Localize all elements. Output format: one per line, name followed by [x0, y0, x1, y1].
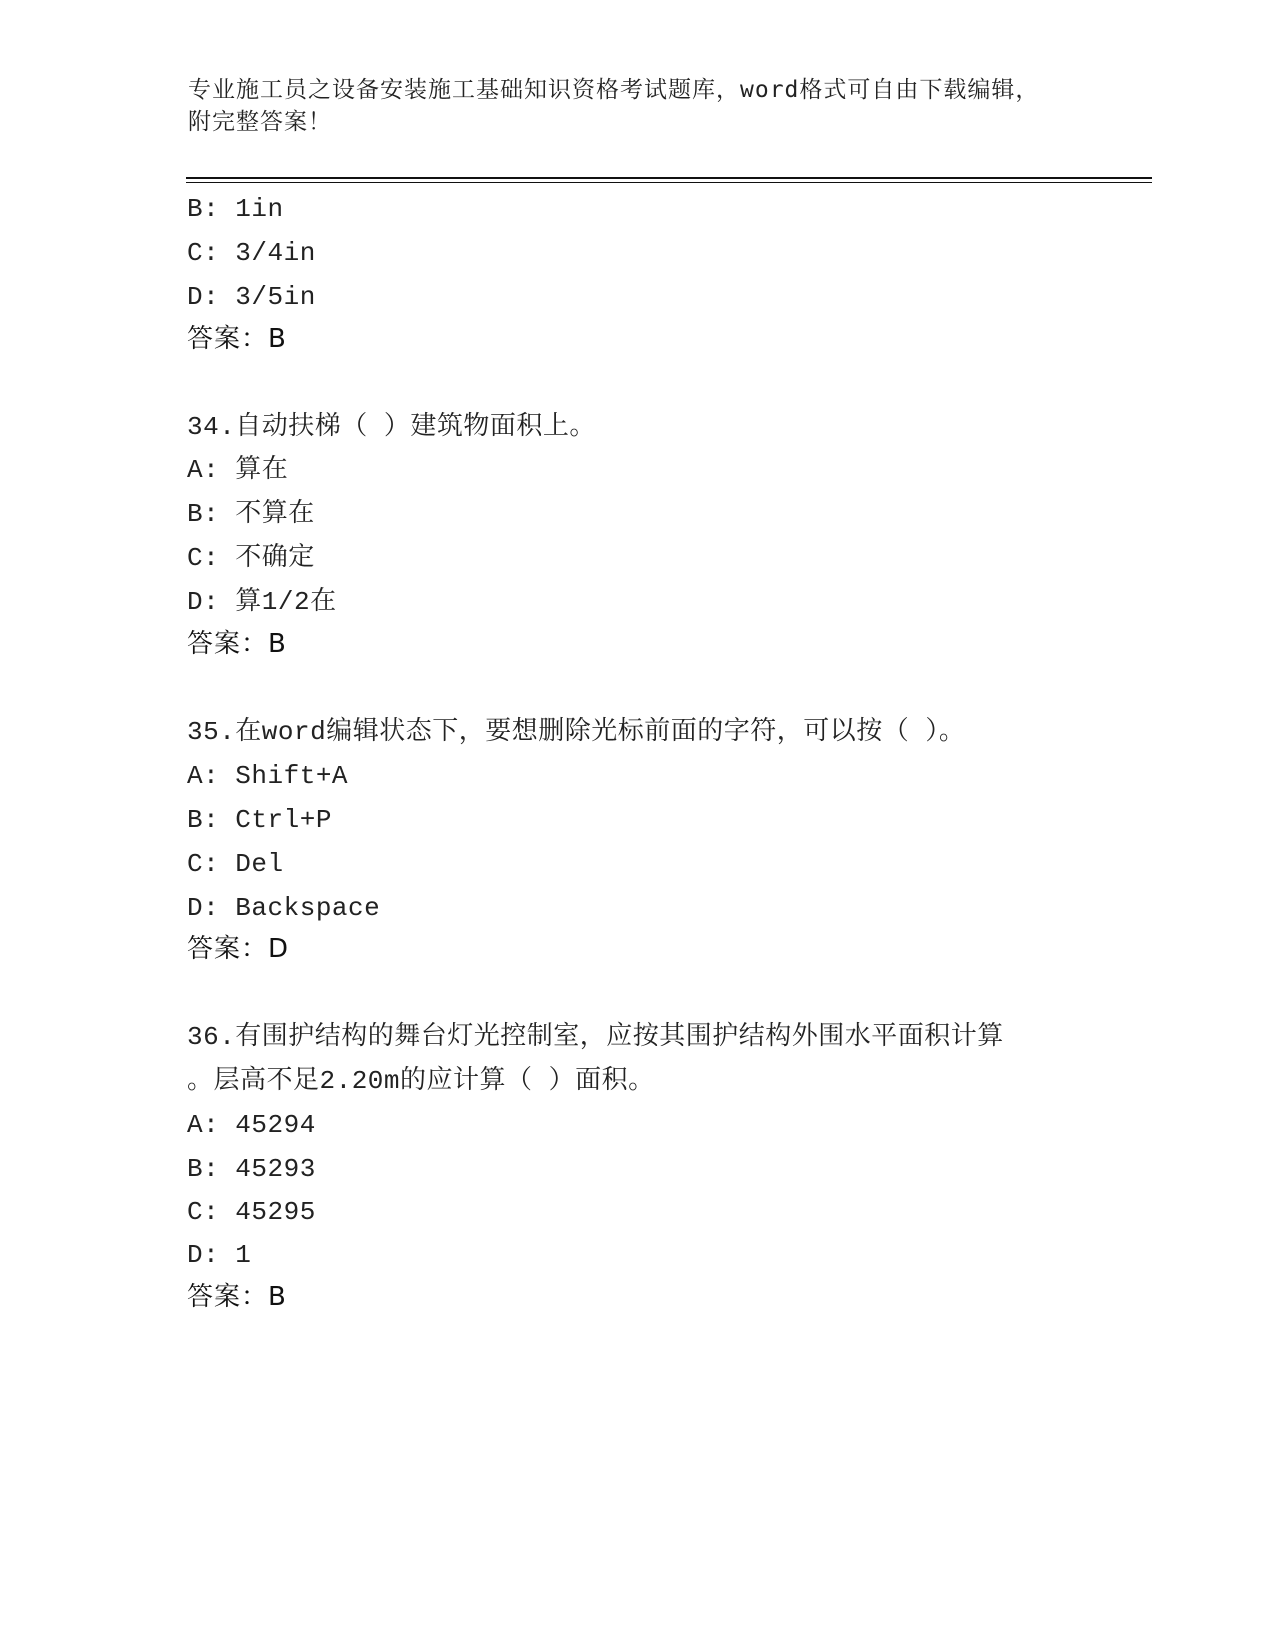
q34-option-a: A: 算在: [187, 455, 289, 485]
q35-answer: 答案：D: [187, 934, 290, 964]
q35-option-b: B: Ctrl+P: [187, 805, 332, 835]
header-title-line1: 专业施工员之设备安装施工基础知识资格考试题库，word格式可自由下载编辑，: [188, 77, 1040, 103]
q36-option-d: D: 1: [187, 1240, 252, 1270]
q34-stem: 34.自动扶梯（ ）建筑物面积上。: [187, 412, 596, 442]
q36-option-a: A: 45294: [187, 1110, 316, 1140]
document-header: [188, 74, 1088, 138]
q33-option-d: D: 3/5in: [187, 282, 316, 312]
q34-answer: 答案：B: [187, 629, 287, 659]
q36-stem-line2: 。层高不足2.20m的应计算（ ）面积。: [187, 1066, 655, 1096]
q33-option-b: B: 1in: [187, 194, 284, 224]
q35-option-a: A: Shift+A: [187, 761, 349, 791]
q34-option-d: D: 算1/2在: [187, 587, 337, 617]
q34-option-b: B: 不算在: [187, 499, 315, 529]
header-title-line2: 附完整答案！: [188, 109, 332, 135]
q34-option-c: C: 不确定: [187, 543, 315, 573]
header-divider-thick: [186, 177, 1152, 179]
q35-option-c: C: Del: [187, 849, 284, 879]
q33-answer: 答案：B: [187, 324, 287, 354]
q33-option-c: C: 3/4in: [187, 238, 316, 268]
q36-option-b: B: 45293: [187, 1154, 316, 1184]
header-divider-thin: [186, 182, 1152, 183]
q35-stem: 35.在word编辑状态下，要想删除光标前面的字符，可以按（ ）。: [187, 717, 966, 747]
q35-option-d: D: Backspace: [187, 893, 381, 923]
q36-stem-line1: 36.有围护结构的舞台灯光控制室，应按其围护结构外围水平面积计算: [187, 1022, 1004, 1052]
q36-answer: 答案：B: [187, 1282, 287, 1312]
q36-option-c: C: 45295: [187, 1197, 316, 1227]
